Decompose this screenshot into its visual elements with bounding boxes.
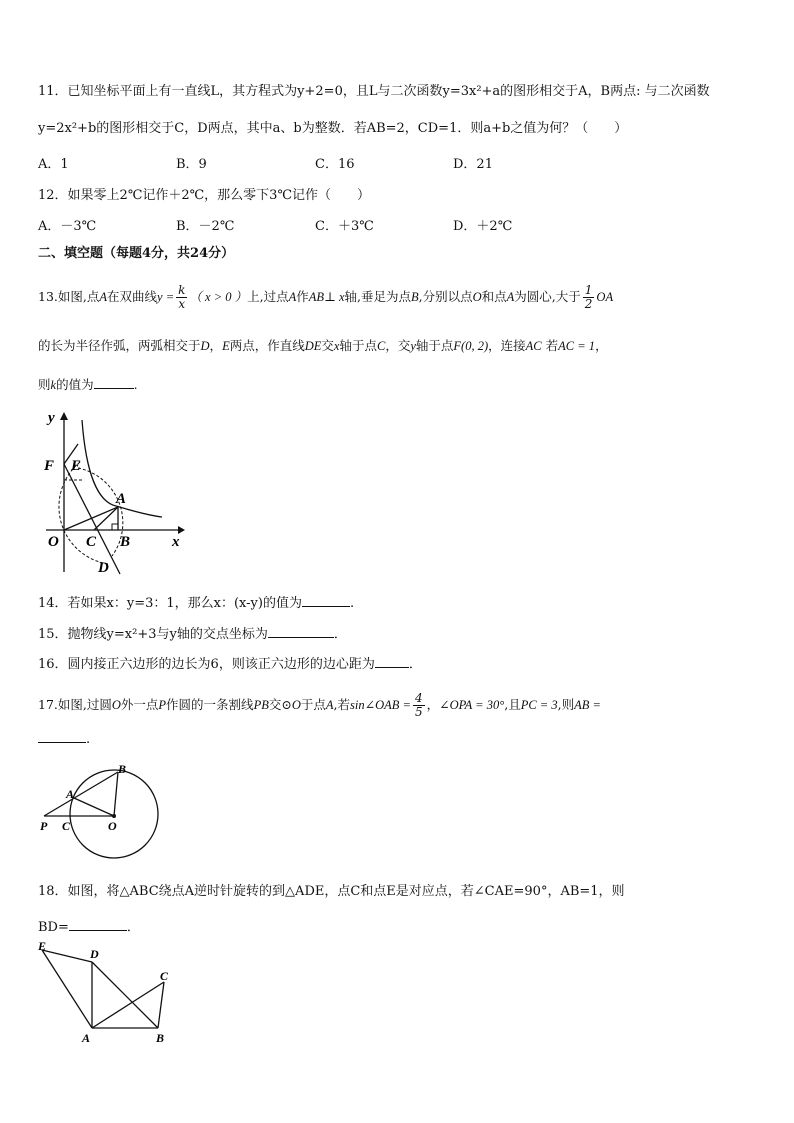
q13-y: y (410, 339, 416, 353)
q13-yeq: y = (157, 290, 175, 304)
q18-stem: 18．如图，将△ABC绕点A逆时针旋转的到△ADE，点C和点E是对应点，若∠CAE=90°，AB=1，则 (38, 884, 625, 899)
label-o: O (48, 534, 59, 550)
segment-bo (114, 772, 118, 816)
q13-fraction-kx (176, 284, 187, 311)
label-c: C (86, 534, 97, 550)
segment-ac (94, 507, 118, 530)
q18-bd: BD= (38, 920, 69, 935)
x-axis-arrow (178, 526, 185, 534)
q17-circle-o: ⊙O (281, 698, 301, 712)
q13-text: 轴,垂足为点 (344, 289, 411, 304)
q15-answer-blank (268, 625, 334, 638)
label-d: D (98, 560, 109, 576)
label-a: A (66, 787, 75, 801)
q13-text: . (133, 377, 138, 392)
q13-text: 若 (545, 338, 559, 353)
q13-text: 则 (38, 377, 51, 392)
label-b: B (118, 762, 127, 776)
q13-text: 作 (296, 289, 309, 304)
q17-line1 (38, 692, 601, 719)
q13-text: 交 (321, 338, 334, 353)
q17-text: 于点 (300, 697, 326, 712)
q13-x: x (333, 339, 340, 353)
q17-text: 17.如图,过圆 (38, 697, 112, 712)
q13-line2 (38, 338, 608, 354)
q17-point-a: A (325, 698, 334, 712)
q14-tail: . (349, 596, 355, 611)
label-c: C (160, 969, 169, 983)
q12-stem: 12．如果零上2℃记作＋2℃，那么零下3℃记作（ ） (38, 188, 370, 203)
q11-option-c: C．16 (315, 157, 355, 172)
q11-line2: y=2x²+b的图形相交于C，D两点，其中a、b为整数．若AB=2，CD=1．则a+b之值为何？（ ） (38, 121, 628, 136)
q18-line2 (38, 918, 140, 936)
q15-tail: ． (333, 627, 347, 642)
q12-option-a: A．－3℃ (38, 219, 97, 234)
segment-cb (158, 982, 164, 1028)
q13-text: 两点，作直线 (229, 338, 305, 353)
label-a: A (82, 1031, 91, 1045)
q17-fraction (413, 692, 425, 719)
q16-tail: ． (408, 657, 422, 672)
q13-text: ， (595, 338, 608, 353)
q17-text: 交 (268, 697, 282, 712)
q13-text: ， (209, 338, 223, 353)
q17-ab-eq: AB = (574, 698, 601, 712)
q11-option-b: B．9 (176, 157, 207, 172)
q18-answer-blank (69, 918, 127, 931)
q13-text: ,分别以点 (418, 289, 473, 304)
q13-ac-eq: AC = 1 (558, 339, 596, 353)
q17-text: 外一点 (120, 697, 159, 712)
secant-pb (44, 772, 118, 816)
segment-ed (42, 950, 92, 962)
q13-text: 和点 (481, 289, 507, 304)
q16-answer-blank (375, 655, 409, 668)
right-angle-mark (112, 524, 118, 530)
label-f: F (44, 458, 55, 474)
q13-ac: AC (525, 339, 542, 353)
q11-option-d: D．21 (453, 157, 493, 172)
q17-frac-den: 5 (414, 705, 423, 719)
q12-option-c: C．＋3℃ (315, 219, 374, 234)
q18-figure (34, 936, 178, 1046)
q13-text: ，交 (385, 338, 411, 353)
segment-ac (92, 982, 164, 1028)
q18-tail: ． (126, 920, 140, 935)
q13-point-a: A (288, 290, 297, 304)
label-d: D (90, 947, 99, 961)
q13-point-f: F(0, 2) (453, 339, 489, 353)
q14 (38, 594, 354, 612)
arc-from-a (59, 462, 108, 564)
q13-oa: OA (596, 290, 614, 304)
arc-from-o (78, 468, 123, 556)
q13-condition: （ x > 0 ） (189, 290, 248, 304)
q13-point-a: A (99, 290, 107, 304)
q13-line3 (38, 376, 138, 393)
label-a: A (116, 491, 127, 507)
label-y: y (48, 410, 55, 426)
q13-fraction-half (583, 284, 595, 311)
q13-text: 的长为半径作弧，两弧相交于 (38, 338, 201, 353)
q14-answer-blank (302, 594, 350, 607)
q13-text: 的值为 (56, 377, 94, 392)
label-e: E (71, 458, 82, 474)
q17-text: ,且 (504, 697, 521, 712)
q13-point-o: O (472, 290, 482, 304)
q13-point-c: C (376, 339, 386, 353)
y-axis-arrow (60, 412, 68, 420)
q12-option-d: D．＋2℃ (453, 219, 513, 234)
segment-ao (74, 798, 114, 816)
center-dot (112, 814, 116, 818)
q17-tail: . (86, 732, 91, 747)
q13-point-d: D (200, 339, 210, 353)
q13-text: 在双曲线 (107, 289, 158, 304)
segment-db (92, 962, 158, 1028)
q15 (38, 625, 347, 643)
label-o: O (108, 819, 117, 833)
segment-ea (42, 950, 92, 1028)
q14-stem: 14．若如果x：y=3：1，那么x：(x-y)的值为 (38, 596, 302, 611)
q17-pb: PB (253, 698, 269, 712)
q13-line1 (38, 284, 613, 311)
label-c: C (62, 819, 71, 833)
q17-figure (38, 760, 168, 864)
line-de (64, 464, 120, 574)
q17-answer-blank (38, 730, 86, 743)
q13-frac-num: k (178, 283, 186, 297)
q17-line2 (38, 730, 90, 748)
q17-text: 作圆的一条割线 (166, 697, 254, 712)
q13-de: DE (304, 339, 322, 353)
q17-pc: PC = 3 (520, 698, 558, 712)
section-title: 二、填空题（每题4分，共24分） (38, 246, 235, 261)
q15-stem: 15．抛物线y=x²+3与y轴的交点坐标为 (38, 627, 268, 642)
q17-sin: sin∠OAB = (350, 698, 411, 712)
q13-half-den: 2 (584, 297, 593, 311)
q13-figure (38, 404, 190, 576)
q13-point-a: A (506, 290, 515, 304)
q11-option-a: A．1 (38, 157, 69, 172)
q16 (38, 655, 422, 673)
q13-perp: ⊥ x (324, 290, 345, 304)
q13-answer-blank (94, 376, 134, 389)
q13-frac-den: x (178, 297, 186, 311)
q17-text: ,若 (333, 697, 351, 712)
q17-frac-num: 4 (414, 691, 423, 705)
q13-text: 上,过点 (247, 289, 289, 304)
q16-stem: 16．圆内接正六边形的边长为6，则该正六边形的边心距为 (38, 657, 375, 672)
q17-angle: ∠OPA = 30° (439, 698, 505, 712)
q13-k: k (50, 378, 57, 392)
label-e: E (38, 939, 47, 953)
q13-point-e: E (222, 339, 230, 353)
segment-oa (64, 507, 118, 530)
q17-point-o: O (111, 698, 121, 712)
q13-half-num: 1 (584, 283, 593, 297)
q11-line1: 11．已知坐标平面上有一直线L，其方程式为y+2=0，且L与二次函数y=3x²+a的图形相交于A，B两点: 与二次函数 (38, 84, 710, 99)
q17-point-p: P (158, 698, 167, 712)
label-p: P (40, 819, 48, 833)
q17-text: ,则 (557, 697, 575, 712)
q13-text: 轴于点 (339, 338, 377, 353)
label-b: B (120, 534, 131, 550)
q12-option-b: B．－2℃ (176, 219, 235, 234)
q13-text: ，连接 (488, 338, 526, 353)
q17-text: ， (426, 697, 440, 712)
q13-text: 13.如图,点 (38, 289, 100, 304)
q13-point-b: B (410, 290, 419, 304)
label-x: x (172, 534, 180, 550)
q13-text: 轴于点 (415, 338, 454, 353)
q13-ab: AB (308, 290, 325, 304)
q13-text: 为圆心,大于 (514, 289, 581, 304)
label-b: B (156, 1031, 165, 1045)
